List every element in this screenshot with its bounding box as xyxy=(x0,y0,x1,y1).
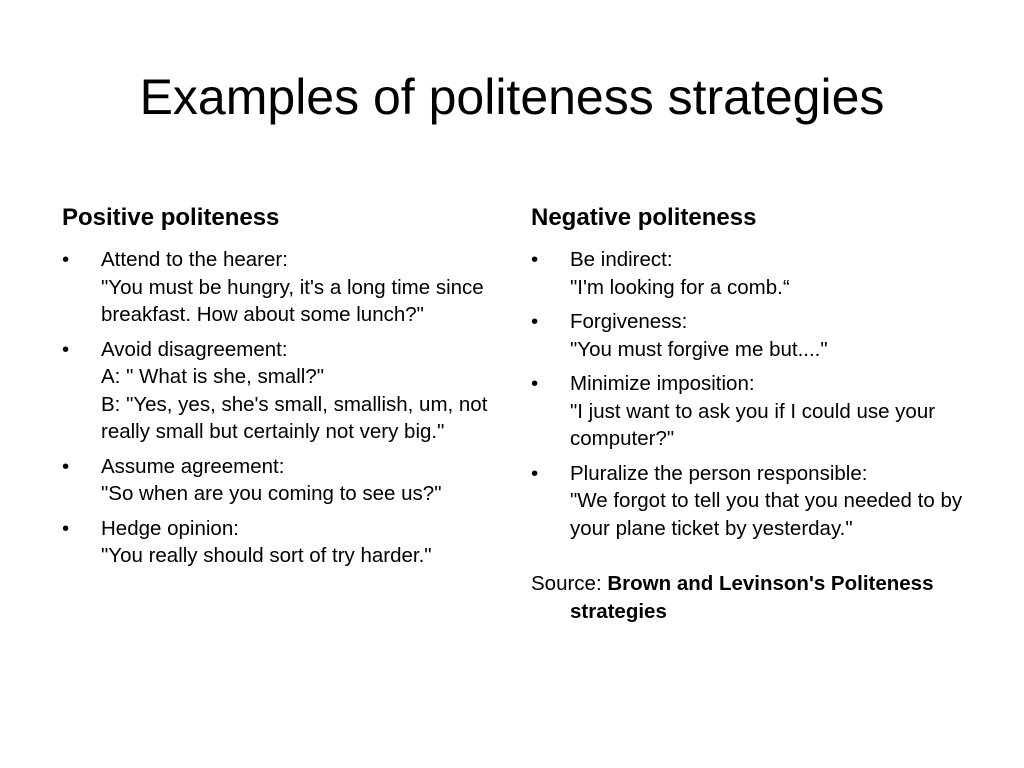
positive-politeness-column xyxy=(62,200,502,577)
item-quote: "I just want to ask you if I could use your computer?" xyxy=(570,399,936,450)
list-item xyxy=(62,336,502,446)
bullet-icon: • xyxy=(531,372,539,395)
bullet-icon: • xyxy=(531,461,539,485)
item-label: Minimize imposition: xyxy=(570,372,755,395)
item-label: Attend to the hearer: xyxy=(101,248,288,271)
item-label: Be indirect: xyxy=(570,248,673,271)
positive-politeness-list xyxy=(62,246,502,570)
negative-politeness-column xyxy=(531,200,971,646)
item-dialogue-line-a: A: " What is she, small?" xyxy=(101,365,325,388)
item-quote: "I'm looking for a comb.“ xyxy=(570,275,790,299)
negative-politeness-heading: Negative politeness xyxy=(531,204,757,231)
item-label: Pluralize the person responsible: xyxy=(570,461,868,485)
list-item xyxy=(531,460,971,543)
slide-title: Examples of politeness strategies xyxy=(139,69,885,125)
item-label: Avoid disagreement: xyxy=(101,337,288,361)
list-item xyxy=(62,515,502,570)
item-quote: "We forgot to tell you that you needed to by your plane ticket by yesterday." xyxy=(570,489,963,540)
source-citation xyxy=(531,570,971,625)
list-item xyxy=(531,246,971,301)
list-item xyxy=(62,246,502,329)
source-prefix: Source: xyxy=(531,572,608,595)
item-quote: "So when are you coming to see us?" xyxy=(101,482,442,505)
bullet-icon: • xyxy=(62,337,70,361)
bullet-icon: • xyxy=(62,248,70,271)
bullet-icon: • xyxy=(62,516,70,540)
negative-politeness-list xyxy=(531,246,971,542)
item-quote: "You must be hungry, it's a long time since breakfast. How about some lunch?" xyxy=(101,275,484,326)
item-quote: "You must forgive me but...." xyxy=(570,337,828,361)
list-item xyxy=(531,308,971,363)
item-label: Hedge opinion: xyxy=(101,516,239,540)
source-title: Brown and Levinson's Politeness strategies xyxy=(570,572,934,623)
list-item xyxy=(531,370,971,453)
item-quote: "You really should sort of try harder." xyxy=(101,544,432,567)
bullet-icon: • xyxy=(531,248,539,271)
item-label: Forgiveness: xyxy=(570,310,688,333)
bullet-icon: • xyxy=(531,310,539,333)
list-item xyxy=(62,453,502,508)
positive-politeness-heading: Positive politeness xyxy=(62,204,280,231)
item-label: Assume agreement: xyxy=(101,454,285,478)
bullet-icon: • xyxy=(62,454,70,478)
item-dialogue-line-b: B: "Yes, yes, she's small, smallish, um, not really small but certainly not very big." xyxy=(101,392,488,443)
